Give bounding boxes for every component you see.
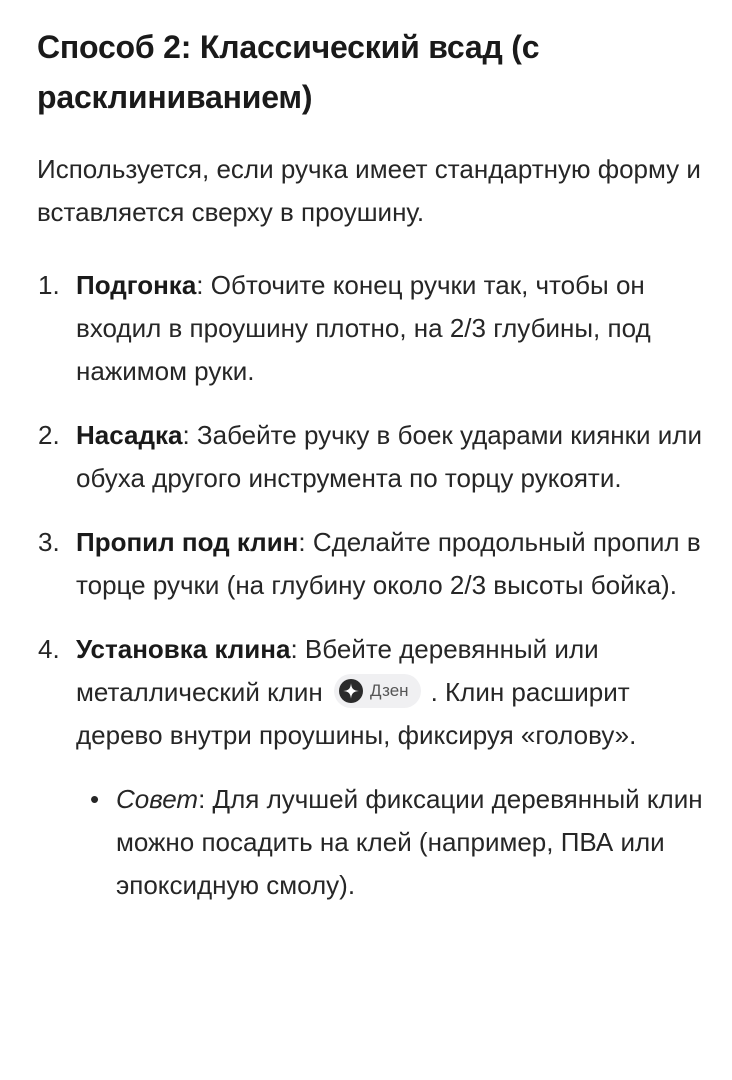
step-text-after-source: . Клин расширит дерево внутри проушины, фиксируя «голову». (76, 677, 637, 750)
step-number: 4. (38, 634, 60, 664)
section-heading (37, 22, 705, 122)
intro-paragraph: Используется, если ручка имеет стандартную форму и вставляется сверху в проушину. (37, 154, 701, 227)
source-link-chip[interactable] (334, 674, 421, 708)
step-term: Насадка (76, 420, 183, 450)
source-chip-label: Дзен (370, 681, 409, 701)
step-text: : Забейте ручку в боек ударами киянки или обуха другого инструмента по торцу рукояти. (76, 420, 702, 493)
tip-term: Совет (116, 784, 199, 814)
step-number: 3. (38, 527, 60, 557)
step-text-before-source: : Вбейте деревянный или металлический клин (76, 634, 599, 707)
steps-list (37, 264, 705, 757)
step-number: 2. (38, 420, 60, 450)
step-item-4 (37, 628, 705, 757)
step-term: Пропил под клин (76, 527, 299, 557)
step-item-2 (37, 414, 705, 500)
section-heading-line-2: расклиниванием) (37, 79, 313, 115)
step-item-3 (37, 521, 705, 607)
step-term: Подгонка (76, 270, 197, 300)
tips-list (37, 778, 705, 907)
step-text: : Сделайте продольный пропил в торце ручки (на глубину около 2/3 высоты бойка). (76, 527, 701, 600)
section-heading-line-1: Способ 2: Классический всад (с (37, 29, 540, 65)
step-item-1 (37, 264, 705, 393)
bullet-marker: • (90, 784, 100, 814)
step-number: 1. (38, 270, 60, 300)
dzen-star-icon (339, 679, 363, 703)
step-text: : Обточите конец ручки так, чтобы он входил в проушину плотно, на 2/3 глубины, под нажимом руки. (76, 270, 651, 386)
tip-item (37, 778, 705, 907)
tip-text: : Для лучшей фиксации деревянный клин можно посадить на клей (например, ПВА или эпоксидную смолу). (116, 784, 703, 900)
article-content (37, 22, 705, 907)
step-term: Установка клина (76, 634, 291, 664)
